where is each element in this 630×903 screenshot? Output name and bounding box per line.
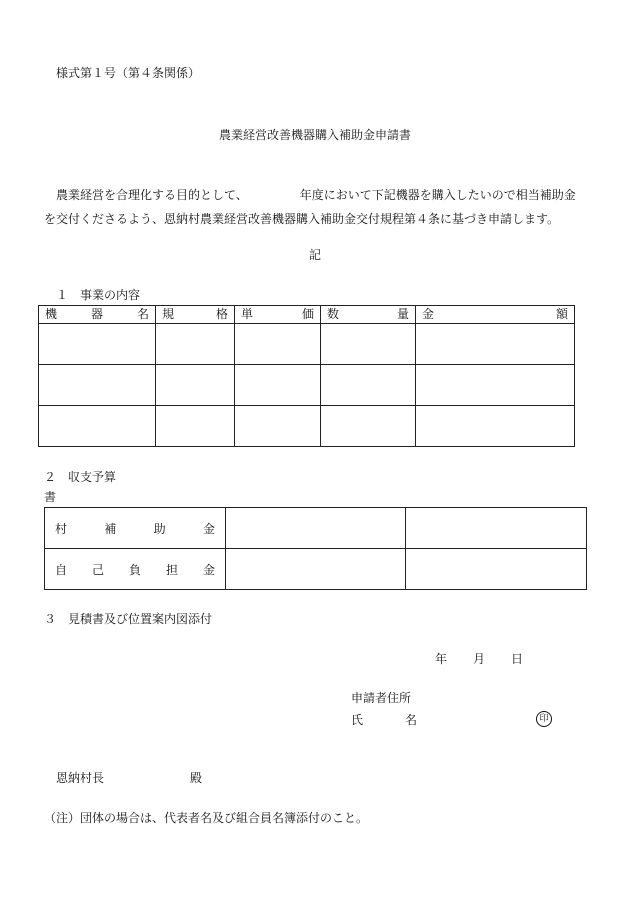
- applicant-name-label-1: 氏: [351, 713, 364, 727]
- footnote: （注）団体の場合は、代表者名及び組合員名簿添付のこと。: [44, 811, 369, 825]
- seal-mark: 印: [536, 711, 552, 727]
- header-amount: 金 額: [416, 306, 575, 324]
- intro-paragraph: [44, 183, 592, 231]
- cell-unit-price[interactable]: [235, 365, 321, 406]
- intro-line1-before: 農業経営を合理化する目的として、: [56, 188, 248, 202]
- date-day: 日: [511, 652, 524, 666]
- header-unit-price: 単 価: [235, 306, 321, 324]
- budget-row-self-burden: [45, 549, 587, 590]
- header-spec: 規 格: [156, 306, 235, 324]
- cell-unit-price[interactable]: [235, 406, 321, 447]
- section1-heading: １ 事業の内容: [56, 288, 141, 302]
- cell-self-burden-note[interactable]: [406, 549, 587, 590]
- cell-self-burden-amount[interactable]: [226, 549, 406, 590]
- document-title: 農業経営改善機器購入補助金申請書: [218, 128, 411, 142]
- cell-spec[interactable]: [156, 324, 235, 365]
- cell-amount[interactable]: [416, 365, 575, 406]
- cell-quantity[interactable]: [321, 324, 416, 365]
- form-label: 様式第１号（第４条関係）: [56, 66, 201, 80]
- applicant-address-label: 申請者住所: [351, 691, 412, 705]
- header-equipment-name: 機 器 名: [39, 306, 156, 324]
- label-village-subsidy: 村 補 助 金: [45, 508, 226, 549]
- date-year: 年: [435, 652, 448, 666]
- intro-line2: を交付くださるよう、恩納村農業経営改善機器購入補助金交付規程第４条に基づき申請します。: [44, 212, 560, 226]
- section3-heading: ３ 見積書及び位置案内図添付: [44, 612, 213, 626]
- intro-line1-after: 年度において下記機器を購入したいので相当補助金: [299, 188, 576, 202]
- table-header-row: [39, 306, 575, 324]
- cell-quantity[interactable]: [321, 365, 416, 406]
- cell-quantity[interactable]: [321, 406, 416, 447]
- cell-amount[interactable]: [416, 406, 575, 447]
- addressee-honorific: 殿: [190, 771, 203, 785]
- budget-row-village-subsidy: [45, 508, 587, 549]
- cell-unit-price[interactable]: [235, 324, 321, 365]
- section2-sub: 書: [44, 490, 57, 504]
- header-quantity: 数 量: [321, 306, 416, 324]
- label-self-burden: 自 己 負 担 金: [45, 549, 226, 590]
- table-row: [39, 365, 575, 406]
- cell-village-subsidy-amount[interactable]: [226, 508, 406, 549]
- cell-equipment-name[interactable]: [39, 406, 156, 447]
- cell-amount[interactable]: [416, 324, 575, 365]
- business-content-table: [38, 305, 575, 447]
- cell-equipment-name[interactable]: [39, 324, 156, 365]
- cell-spec[interactable]: [156, 406, 235, 447]
- table-row: [39, 406, 575, 447]
- date-month: 月: [473, 652, 486, 666]
- table-row: [39, 324, 575, 365]
- section2-heading: ２ 収支予算: [44, 470, 117, 484]
- addressee-name: 恩納村長: [56, 771, 105, 785]
- cell-village-subsidy-note[interactable]: [406, 508, 587, 549]
- budget-table: [44, 507, 587, 590]
- applicant-name-label-2: 名: [405, 713, 418, 727]
- ki-mark: 記: [308, 248, 321, 262]
- cell-equipment-name[interactable]: [39, 365, 156, 406]
- cell-spec[interactable]: [156, 365, 235, 406]
